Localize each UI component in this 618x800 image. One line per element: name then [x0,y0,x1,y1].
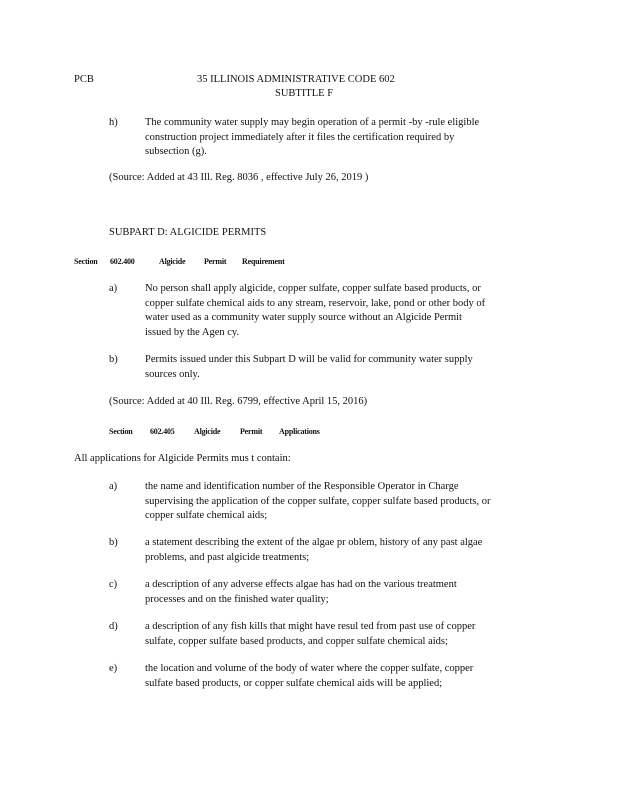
text-line: Permits issued under this Subpart D will be valid for community water supply [145,354,473,365]
intro-text: All applications for Algicide Permits mus t contain: [74,453,291,464]
text-line: construction project immediately after it files the certification required by [145,131,455,143]
item-label: h) [109,117,118,128]
text-line: subsection (g). [145,146,207,157]
text-line: sources only. [145,368,200,380]
text-line: The community water supply may begin operation of a permit -by -rule eligible [145,117,480,128]
item-label: b) [109,354,118,365]
section-label: Section [109,427,133,436]
section-title-word: Requirement [242,257,285,266]
text-line: issued by the Agen cy. [145,326,240,338]
text-line: a statement describing the extent of the algae pr oblem, history of any past algae [145,537,483,548]
section-number: 602.405 [150,427,175,436]
text-line: sulfate based products, or copper sulfate chemical aids will be applied; [145,677,443,689]
text-line: No person shall apply algicide, copper sulfate, copper sulfate based products, or [145,283,481,294]
item-label: e) [109,663,118,674]
text-line: sulfate, copper sulfate based products, and copper sulfate chemical aids; [145,635,448,647]
text-line: processes and on the finished water quality; [145,593,329,605]
item-label: d) [109,621,118,632]
text-line: supervising the application of the copper sulfate, copper sulfate based products, or [145,495,491,507]
header-center-line2: SUBTITLE F [275,88,334,99]
section-label: Section [74,257,98,266]
text-line: water used as a community water supply source without an Algicide Permit [145,312,462,323]
item-text [145,353,473,382]
text-line: copper sulfate chemical aids to any stream, reservoir, lake, pond or other body of [145,297,486,309]
item-label: a) [109,283,118,294]
section-title-word: Permit [240,427,263,436]
item-text [145,536,482,565]
item-label: b) [109,537,118,548]
item-text [145,480,491,524]
item-text [145,282,485,340]
item-text [145,578,457,607]
section-title-word: Applications [279,427,320,436]
text-line: the name and identification number of the Responsible Operator in Charge [145,481,459,492]
item-text [145,662,473,691]
text-line: the location and volume of the body of water where the copper sulfate, copper [145,663,474,674]
item-label: c) [109,579,118,590]
text-line: a description of any adverse effects algae has had on the various treatment [145,579,457,590]
item-text [145,620,475,649]
section-title-word: Algicide [159,257,186,266]
text-line: copper sulfate chemical aids; [145,510,268,521]
item-label: a) [109,481,118,492]
section-title-word: Permit [204,257,227,266]
subpart-title: SUBPART D: ALGICIDE PERMITS [109,227,267,238]
source-note: (Source: Added at 40 Ill. Reg. 6799, effective April 15, 2016) [109,396,368,407]
header-center-line1: 35 ILLINOIS ADMINISTRATIVE CODE 602 [197,74,395,85]
item-text [145,116,479,160]
text-line: problems, and past algicide treatments; [145,551,310,563]
header-left: PCB [74,74,94,85]
source-note: (Source: Added at 43 Ill. Reg. 8036 , effective July 26, 2019 ) [109,172,369,183]
text-line: a description of any fish kills that might have resul ted from past use of copper [145,621,476,632]
section-number: 602.400 [110,257,135,266]
section-title-word: Algicide [194,427,221,436]
